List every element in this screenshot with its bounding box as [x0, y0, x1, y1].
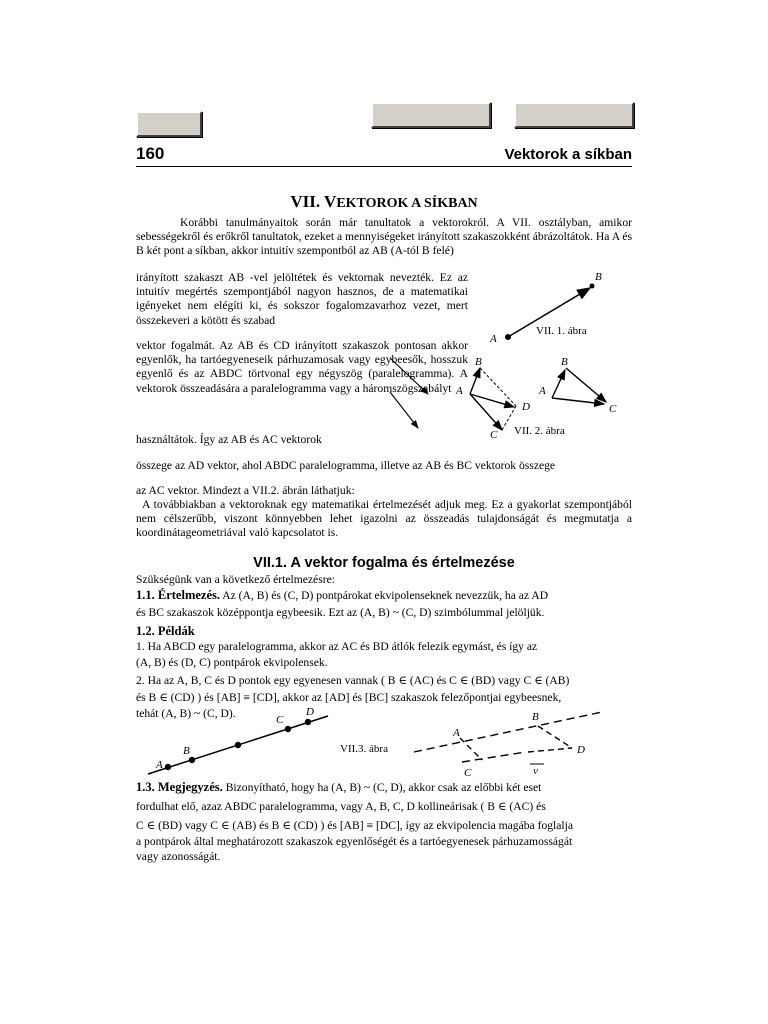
label-v: v	[533, 765, 538, 777]
remark-line-1	[136, 780, 541, 795]
example-1-line-1: 1. Ha ABCD egy paralelogramma, akkor az AC és BD átlók felezik egymást, és így az	[136, 640, 538, 653]
label-c: C	[490, 429, 498, 441]
intro-paragraph-3: vektor fogalmát. Az AB és CD irányított szakaszok pontosan akkor egyenlők, ha tartóegyeneseik párhuzamosak vagy egybeesők, hosszuk egyenlő és az ABDC törtvonal egy négyszög (paralelogramma). A vektorok összeadására a paralelogramma vagy a háromszögszabályt	[136, 339, 468, 395]
vector-ab	[470, 368, 480, 394]
label-d2: D	[577, 744, 585, 756]
label-d: D	[306, 706, 314, 718]
chapter-title-rest: EKTOROK A SÍKBAN	[336, 196, 478, 211]
section-title: VII.1. A vektor fogalma és értelmezése	[253, 555, 515, 571]
remark-text: Bizonyítható, hogy ha (A, B) ~ (C, D), akkor csak az előbbi két eset	[225, 781, 542, 794]
label-a: A	[456, 385, 463, 397]
vector-ac-triangle	[552, 398, 604, 404]
label-c2: C	[464, 767, 472, 779]
chapter-title-first: V	[324, 192, 337, 211]
figure-vii-2	[384, 352, 634, 444]
dashed-side-right	[538, 726, 572, 748]
intro-paragraph-7: A továbbiakban a vektoroknak egy matematikai értelmezését adjuk meg. Ez a gyakorlat szempontjából nem célszerűbb, viszont könnyebben lehet igazolni az összeadás tulajdonságát és megmutatja a koordinátageometriával való kapcsolatot is.	[136, 498, 632, 540]
remark-line-5: vagy azonosságát.	[136, 850, 221, 863]
point-d	[305, 719, 311, 725]
figure-caption: VII.3. ábra	[340, 743, 388, 755]
example-2-line-2: és B ∈ (CD) ) és [AB] ≡ [CD], akkor az [AD] és [BC] szakaszok felezőpontjai egybeesnek,	[136, 691, 562, 704]
intro-paragraph-6: az AC vektor. Mindezt a VII.2. ábrán láthatjuk:	[136, 484, 355, 497]
label-b-triangle: B	[561, 356, 568, 368]
label-b: B	[475, 356, 482, 368]
dashed-bottom-right	[528, 748, 572, 752]
intro-paragraph-1: Korábbi tanulmányaitok során már tanultatok a vektorokról. A VII. osztályban, amikor sebességekről és erőkről tanultatok, ezeket a mennyiségeket irányított szakaszokként ábrázoltátok. Ha A és B két pont a síkban, akkor intuitív szempontból az AB (A-tól B felé)	[136, 216, 632, 258]
examples-label: 1.2. Példák	[136, 624, 195, 638]
definition-line-1	[136, 588, 548, 603]
intro-paragraph-4: használtátok. Így az AB és AC vektorok	[136, 433, 322, 446]
figure-vii-1	[480, 266, 630, 350]
point-b	[189, 757, 195, 763]
pointer-arrow-2	[390, 392, 418, 428]
label-a: A	[156, 759, 163, 771]
dashed-line-bottom	[462, 752, 526, 762]
point-e	[235, 742, 241, 748]
example-1-line-2: (A, B) és (D, C) pontpárok ekvipolensek.	[136, 656, 328, 669]
remark-label: 1.3. Megjegyzés.	[136, 780, 223, 794]
dashed-bd	[480, 368, 516, 406]
page-number: 160	[136, 144, 165, 163]
need-text: Szükségünk van a következő értelmezésre:	[136, 573, 335, 586]
label-b2: B	[532, 711, 539, 723]
label-b: B	[595, 271, 602, 283]
label-a: A	[490, 333, 497, 345]
label-b: B	[183, 745, 190, 757]
figure-caption: VII. 2. ábra	[514, 425, 565, 437]
definition-text: Az (A, B) és (C, D) pontpárokat ekvipolenseknek nevezzük, ha az AD	[222, 589, 549, 602]
point-a	[165, 764, 171, 770]
definition-line-2: és BC szakaszok középpontja egybeesik. Ezt az (A, B) ~ (C, D) szimbólummal jelöljük.	[136, 606, 545, 619]
remark-line-3: C ∈ (BD) vagy C ∈ (AB) és B ∈ (CD) ) és [AB] ≡ [DC], így az ekvipolencia magába foglalja	[136, 819, 573, 832]
label-a-triangle: A	[539, 385, 546, 397]
chapter-number: VII.	[290, 192, 321, 211]
label-c: C	[276, 714, 284, 726]
definition-label: 1.1. Értelmezés.	[136, 588, 220, 602]
remark-line-4: a pontpárok által meghatározott szakaszok egyenlőségét és a tartóegyenesek párhuzamosságát	[136, 835, 573, 848]
nav-button-left[interactable]	[136, 111, 202, 137]
example-2-line-3: tehát (A, B) ~ (C, D).	[136, 707, 236, 720]
running-header	[136, 142, 632, 167]
figure-vii-3	[140, 702, 610, 780]
dashed-side-left	[460, 738, 482, 760]
chapter-title	[0, 192, 768, 212]
label-a2: A	[453, 727, 460, 739]
point-b	[590, 284, 595, 289]
label-c-triangle: C	[609, 403, 617, 415]
pointer-arrow-1	[390, 358, 428, 394]
vector-ab-triangle	[552, 370, 565, 398]
point-a	[505, 334, 511, 340]
dashed-line-top	[414, 712, 602, 752]
label-d: D	[522, 401, 530, 413]
point-c	[285, 726, 291, 732]
running-title: Vektorok a síkban	[504, 146, 632, 163]
intro-paragraph-2: irányított szakaszt AB -vel jelöltétek és vektornak nevezték. Ez az intuitív megértés szempontjából nagyon hasznos, de a matematikai igényeket nem elégíti ki, és sokszor fogalomzavarhoz vezet, mert összekeveri a kötött és szabad	[136, 271, 468, 327]
figure-caption: VII. 1. ábra	[536, 325, 587, 337]
nav-button-middle[interactable]	[371, 102, 491, 128]
nav-button-right[interactable]	[514, 102, 634, 128]
vector-bc	[566, 368, 606, 402]
remark-line-2: fordulhat elő, azaz ABDC paralelogramma, vagy A, B, C, D kollineárisak ( B ∈ (AC) és	[136, 800, 546, 813]
intro-paragraph-5: összege az AD vektor, ahol ABDC paralelogramma, illetve az AB és BC vektorok összege	[136, 459, 556, 472]
example-2-line-1: 2. Ha az A, B, C és D pontok egy egyenesen vannak ( B ∈ (AC) és C ∈ (BD) vagy C ∈ (AB)	[136, 674, 570, 687]
